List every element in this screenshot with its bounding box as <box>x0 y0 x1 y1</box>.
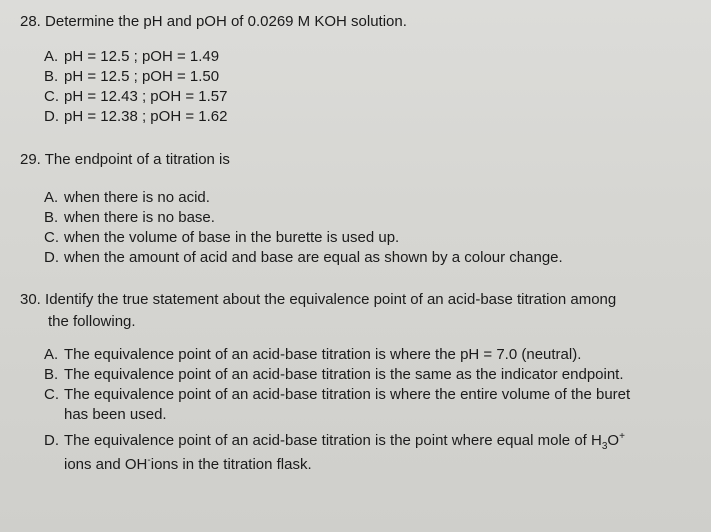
q29-option-b[interactable] <box>44 208 563 228</box>
option-text: when there is no base. <box>64 209 215 226</box>
option-text: when the amount of acid and base are equal as shown by a colour change. <box>64 249 563 266</box>
question-29-number: 29. <box>20 151 41 168</box>
option-letter: A. <box>44 346 59 363</box>
q29-option-d[interactable] <box>44 248 563 268</box>
q28-option-a[interactable] <box>44 47 227 67</box>
option-letter: C. <box>44 386 59 403</box>
option-text: when the volume of base in the burette is used up. <box>64 229 400 246</box>
option-text: pH = 12.5 ; pOH = 1.49 <box>64 48 220 65</box>
question-28-stem: Determine the pH and pOH of 0.0269 M KOH solution. <box>45 13 407 30</box>
subscript-3: 3 <box>601 441 608 452</box>
question-28-number: 28. <box>20 13 41 30</box>
option-text: pH = 12.5 ; pOH = 1.50 <box>64 68 220 85</box>
q29-option-c[interactable] <box>44 228 563 248</box>
option-letter: B. <box>44 209 59 226</box>
option-text: pH = 12.38 ; pOH = 1.62 <box>64 108 228 125</box>
question-30-option-d-wrapper <box>44 427 625 452</box>
cont-text-pre: ions and OH <box>64 456 148 473</box>
option-text-o: O <box>607 432 620 449</box>
superscript-minus: - <box>147 455 151 466</box>
question-30-stem-line1: Identify the true statement about the equivalence point of an acid-base titration among <box>45 291 617 308</box>
option-letter: D. <box>44 432 59 449</box>
option-text: The equivalence point of an acid-base titration is where the pH = 7.0 (neutral). <box>64 346 582 363</box>
question-30 <box>20 290 616 309</box>
question-29-stem: The endpoint of a titration is <box>44 151 230 168</box>
question-30-stem-line2: the following. <box>48 313 136 330</box>
option-letter: A. <box>44 189 59 206</box>
option-letter: C. <box>44 229 59 246</box>
q30-option-a[interactable] <box>44 345 630 365</box>
question-29 <box>20 150 230 169</box>
q30-option-c[interactable] <box>44 385 630 405</box>
option-letter: D. <box>44 249 59 266</box>
question-30-options <box>44 345 630 405</box>
option-letter: B. <box>44 68 59 85</box>
option-text: The equivalence point of an acid-base titration is the point where equal mole of H <box>64 432 602 449</box>
q28-option-d[interactable] <box>44 107 227 127</box>
option-letter: B. <box>44 366 59 383</box>
question-28 <box>20 12 407 31</box>
q30-option-d[interactable] <box>44 427 625 452</box>
q30-option-b[interactable] <box>44 365 630 385</box>
q30-option-d-continuation <box>64 451 312 475</box>
q28-option-b[interactable] <box>44 67 227 87</box>
option-letter: A. <box>44 48 59 65</box>
option-text: when there is no acid. <box>64 189 210 206</box>
option-text: The equivalence point of an acid-base titration is the same as the indicator endpoint. <box>64 366 624 383</box>
question-29-options <box>44 188 563 268</box>
question-28-options <box>44 47 227 127</box>
option-text: pH = 12.43 ; pOH = 1.57 <box>64 88 228 105</box>
q29-option-a[interactable] <box>44 188 563 208</box>
option-letter: C. <box>44 88 59 105</box>
q30-option-c-continuation: has been used. <box>64 406 167 423</box>
option-text: The equivalence point of an acid-base titration is where the entire volume of the buret <box>64 386 631 403</box>
q28-option-c[interactable] <box>44 87 227 107</box>
option-letter: D. <box>44 108 59 125</box>
question-30-number: 30. <box>20 291 41 308</box>
cont-text-post: ions in the titration flask. <box>150 456 312 473</box>
superscript-plus: + <box>619 431 625 442</box>
